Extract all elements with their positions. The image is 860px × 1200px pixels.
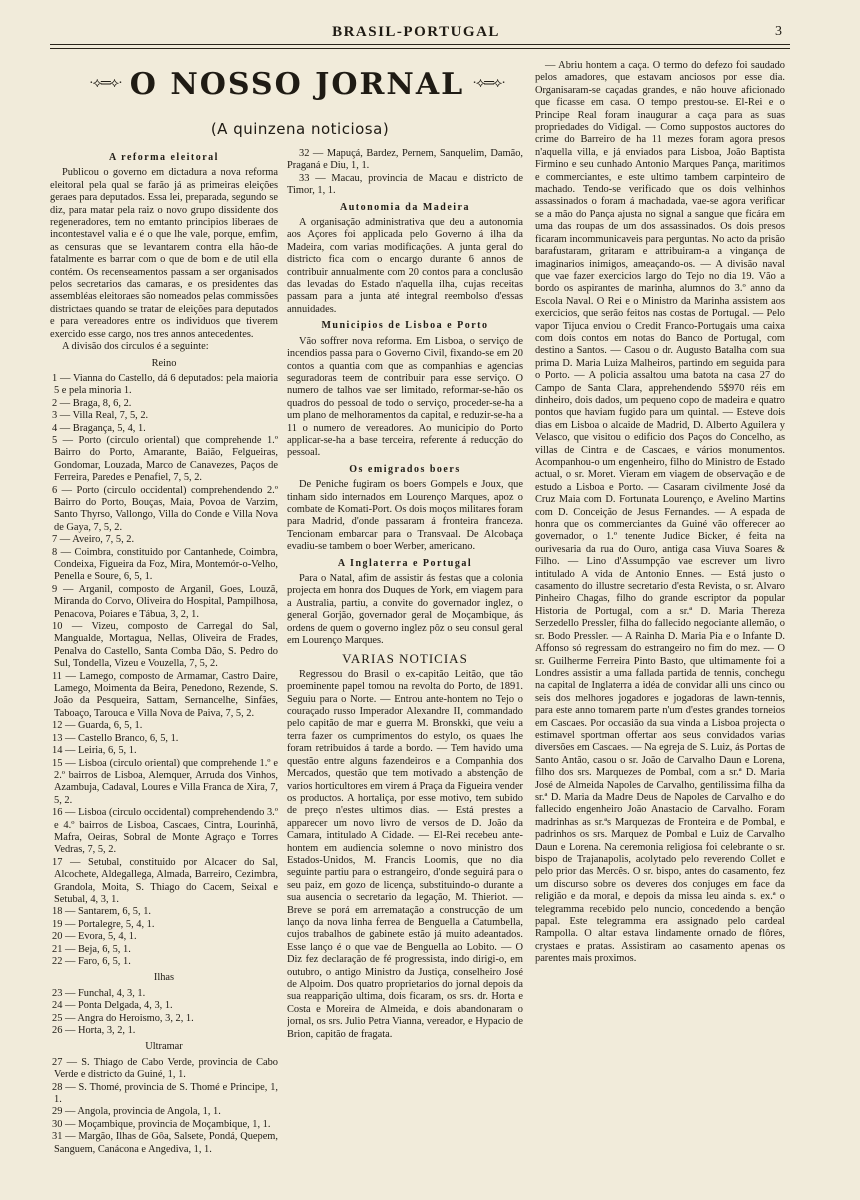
heading-ultramar: Ultramar (145, 1041, 183, 1053)
heading-ilhas: Ilhas (153, 972, 175, 984)
list-item: 5 — Porto (circulo oriental) que comprehende 1.º Bairro do Porto, Amarante, Baião, Felgueiras, Gondomar, Louzada, Marco de Canavezes, Paços de Ferreira, Paredes e Penafiel, 7, 5, 2. (52, 434, 278, 484)
list-item: 30 — Moçambique, provincia de Moçambique, 1, 1. (52, 1118, 271, 1130)
publication-title: BRASIL-PORTUGAL (332, 24, 500, 40)
masthead-title: O NOSSO JORNAL (129, 66, 465, 102)
list-item: 24 — Ponta Delgada, 4, 3, 1. (52, 1000, 173, 1012)
running-header (50, 24, 782, 42)
reino-list (50, 373, 278, 969)
article-inglaterra: Para o Natal, afim de assistir ás festas que a colonia projecta em honra dos Duques de York, em viagem para a Australia, partiu, a convite do governador inglez, o general Gorjão, governador geral de Moçambique, ás ordens de quem o governo inglez pôz o seu consul geral em Lourenço Marques. (287, 573, 523, 647)
list-item: 6 — Porto (circulo occidental) comprehendendo 2.º Bairro do Porto, Bouças, Maia, Povoa de Varzim, Santo Thyrso, Vallongo, Villa do Conde e Villa Nova de Gaya, 7, 5, 2. (52, 484, 278, 533)
list-item: 14 — Leiria, 6, 5, 1. (52, 745, 137, 757)
article-madeira: A organisação administrativa que deu a autonomia aos Açores foi applicada pelo Governo á ilha da Madeira, com varias modificações. A junta geral do districto fica com o encargo durante 6 annos de contribuir annualmente com 20 contos para a conclusão das levadas do Estado n'aquella ilha, cujas receitas passam para a junta até integral reembolso d'essas annuidades. (287, 217, 523, 315)
list-item: 22 — Faro, 6, 5, 1. (52, 956, 131, 967)
list-item: 8 — Coimbra, constituido por Cantanhede, Coimbra, Condeixa, Figueira da Foz, Mira, Montemór-o-Velho, Penella e Soure, 6, 5, 1. (52, 546, 278, 583)
heading-varias: VARIAS NOTICIAS (342, 651, 468, 667)
heading-madeira: Autonomia da Madeira (340, 201, 470, 213)
divisao-intro: A divisão dos circulos é a seguinte: (62, 341, 209, 353)
column-1 (50, 148, 278, 1188)
list-item: 17 — Setubal, constituido por Alcacer do Sal, Alcochete, Aldegallega, Almada, Barreiro, Cezimbra, Grandola, Moita, S. Thiago do Cacem, Seixal e Setubal, 4, 3, 1. (52, 856, 278, 905)
article-varias: Regressou do Brasil o ex-capitão Leitão, que tão proeminente papel tomou na revolta do Porto, de 1891. Seguiu para o Norte. — Entrou ante-hontem no Tejo o couraçado russo Imperador Alexandre II, commandado pelo capitão de mar e guerra M. Bronskki, que veiu a terra fazer os cumprimentos do estylo, os quaes lhe foram retribuidos á tarde a bordo. — Tem havido uma questão entre alguns fazendeiros e a Companhia dos Mercados, questão que tem motivado a abstenção de varios horticultores em virem á Praça da Figueira vender os productos. A hortaliça, por esse motivo, tem subido de preço n'estes ultimos dias. — Está prestes a apparecer um novo livro de versos de D. João da Camara, intitulado A Cidade. — El-Rei recebeu ante-hontem em audiencia solemne o novo ministro dos Estados-Unidos, M. Francis Loomis, que no dia seguinte partiu para o estrangeiro, d'onde seguirá para o seu paiz, em gozo de licença, substituindo-o durante a sua ausencia o secretario da legação, M. Thieriot. — Breve se porá em arrematação a construcção de um lanço da nova linha ferrea de Benguella a Catumbella, cujos trabalhos de gabinete estão já muito adeantados. Esse lanço é o que vae de Benguella ao Lobito. — O Diz fez declaração de fé progressista, indo dirigi-o, em outubro, o antigo Ministro da Justiça, conselheiro José de Alpoim. Dos quatro proprietarios do jornal depois da sua reapparição ultima, dois ficaram, os srs. dr. Horta e Costa e Moreira de Almeida, e dois abandonaram o jornal, os srs. Julio Petra Vianna, vereador, e Hypacio de Brion, capitão de fragata. (287, 668, 523, 1040)
list-item: 27 — S. Thiago de Cabo Verde, provincia de Cabo Verde e districto da Guiné, 1, 1. (52, 1056, 278, 1081)
column-2 (287, 148, 523, 1188)
list-continuation: 32 — Mapuçá, Bardez, Pernem, Sanquelim, Damão, Praganá e Diu, 1, 1. (287, 148, 523, 172)
article-reforma: Publicou o governo em dictadura a nova reforma eleitoral pela qual se farão já as primeiras eleições geraes para deputados. Essa lei, preparada, segundo se diz, para matar pela raiz o novo grupo dissidente dos regeneradores, tem no emtanto principios liberaes de incontestavel valia e é o que lhe vale, porque, emfim, as censuras que se levantarem contra ella hão-de fatalmente es barrar com o que de bom e de util ella contém. Os recenseamentos passam a ser organisados pelos secretarios das camaras, e os presidentes das assembléas eleitoraes são nomeados pelas commissões districtaes quando se tratar de eleições para deputados e para vereadores entre os individuos que tiverem exercido esse cargo, nos tres annos antecedentes. (50, 167, 278, 340)
ornament-left-icon: ·⟡═⟡· (89, 76, 122, 91)
heading-reforma: A reforma eleitoral (109, 152, 219, 163)
header-rule (50, 44, 790, 45)
list-item: 23 — Funchal, 4, 3, 1. (52, 987, 146, 999)
heading-reino: Reino (151, 357, 177, 369)
list-item: 2 — Braga, 8, 6, 2. (52, 397, 132, 409)
list-continuation: 33 — Macau, provincia de Macau e districto de Timor, 1, 1. (287, 172, 523, 197)
list-item: 1 — Vianna do Castello, dá 6 deputados: pela maioria 5 e pela minoria 1. (52, 372, 278, 397)
list-item: 31 — Margão, Ilhas de Gôa, Salsete, Pondá, Quepem, Sanguem, Canácona e Angediva, 1, 1. (52, 1131, 278, 1155)
heading-inglaterra: A Inglaterra e Portugal (337, 557, 473, 569)
list-item: 9 — Arganil, composto de Arganil, Goes, Louzã, Miranda do Corvo, Oliveira do Hospital, Pampilhosa, Penacova, Poiares e Tábua, 3, 2, 1. (52, 583, 278, 620)
list-item: 29 — Angola, provincia de Angola, 1, 1. (52, 1106, 221, 1118)
article-noticias: — Abriu hontem a caça. O termo do defezo foi saudado pelos amadores, que estavam anciosos por esse dia. Organisaram-se caçadas grandes, e não houve aficionado que ficasse em casa. O tempo prestou-se. El-Rei e o Principe Real foram inaugurar a caça para as suas propriedades do Vidigal. — Como suppostos auctores do crime do Barreiro de ha 11 mezes foram agora presos n'aquella villa, e já enviados para Lisboa, João Baptista Firmino e seu cunhado Antonio Marques Pança, maritimos e commerciantes, e este ultimo tambem carpinteiro de machado. Tendo-se verificado que os dois velhinhos assassinados o foram á machadada, vae-se agora verificar se a mão do Pança ajusta no signal a sangue que ficára em uma das roupas de um dos assassinados. Os dois presos ficaram incommunicaveis para perguntas. No acto da prisão barafustaram, gritaram e attribuiram-a a vingança de imaginarios inimigos, ameaçando-os. — A divisão naval que vae fazer exercicios largo do Tejo no dia 19. Vão a bordo os aspirantes de marinha, alumnos do 3.º anno da Escola Naval. O Rei e o Ministro da Marinha assistem aos exercicios, que serão feitos nas costas de Portugal. — Pelo vapor Tijuca enviou o Credit Franco-Portugais uma caixa com dois contos em notas do Banco de Portugal, com destino a Santos. — Casou o dr. Augusto Batalha com sua prima D. Maria Luiza Malheiros, partindo em seguida para o Porto. — A policia assaltou uma batota na casa 27 do Campo de Santa Clara, apprehendendo 5$970 réis em dinheiro, dois dados, um pequeno copo de madeira e quatro pontos que haviam fugido para um quintal. — Esteve dois dias em Lisboa o alcaide de Madrid, D. Alberto Aguilera y Velasco, que visitou o edificio dos Paços do Concelho, as villas de Cintra e de Cascaes, e vários monumentos. Acompanhou-o um engenheiro, filho do Ministro de Estado actual, o sr. Moret. Vieram em viagem de observação e de estudo a Lisboa e Porto. — Casaram civilmente José da Cruz Maia com D. Fortunata Lourenço, e Avelino Martins com D. Conceição de Jesus Fernandes. — A espada de honra que os commerciantes da Guiné vão offerecer ao governador, o 1.º tenente Judice Bicker, é feita na ourivesaria da rua do Ouro, antiga casa Viuva Soares & Filho. — Lino d'Assumpção vae escrever um livro intitulado A vida de Antonio Ennes. — Está justo o casamento do illustre secretario d'esta Revista, o sr. Alvaro Pinheiro Chagas, filho do grande escriptor da popular Historia de Portugal, com a sr.ª D. Maria Thereza Serzedello Pressler, filha do fallecido negociante allemão, o sr. Bodo Pressler. — A Rainha D. Maria Pia e o Infante D. Affonso só regressam do estrangeiro no fim do mez. — O sr. Guilherme Ferreira Pinto Basto, que ultimamente foi a Londres assistir a uma fallada partida de tennis, conchegu na capital de Inglaterra a idéa de convidar alli uns cinco ou seis dos melhores jogadores e jogadoras de lawn-tennis, para este anno tomarem parte n'um d'estes grandes torneios em Cascaes. Por occasião da sua vinda a Lisboa projecta o estimavel sportman offertar aos seus convidados varias diversões em Cascaes. — Na egreja de S. Luiz, ás Portas de Santo Antão, casou o sr. João de Carvalho Daun e Lorena, filho dos srs. Marquezes de Pombal, com a sr.ª D. Maria José de Almeida Napoles de Carvalho, gentilissima filha da sr.ª D. Maria da Madre Deus de Napoles de Carvalho e do fallecido engenheiro João Anastacio de Carvalho. Foram madrinhas as sr.ªs Marquezas de Fronteira e de Pombal, e padrinhos os srs. Marquez de Pombal e Luiz de Carvalho Daun e Lorena. Na ceremonia religiosa foi celebrante o sr. bispo de Trajanapolis, acolytado pelo reverendo Collet e pelo prior das Mercês. O sr. bispo, antes do casamento, fez um discurso sobre os deveres dos conjuges em face da religião e da moral, e depois da missa leu ainda s. ex.ª o telegramma recebido pelo nuncio, concedendo a benção papal. Este telegramma era assignado pelo cardeal Rampolla. O altar estava lindamente ornado de flôres, crystaes e pratas. Assistiram ao casamento apenas os parentes mais proximos. (535, 60, 785, 965)
list-item: 3 — Villa Real, 7, 5, 2. (52, 410, 149, 422)
list-item: 10 — Vizeu, composto de Carregal do Sal, Mangualde, Mortagua, Nellas, Oliveira de Frades, Penalva do Castello, Santa Comba Dão, S. Pedro do Sul, Tondella, Vizeu e Vouzella, 7, 5, 2. (52, 621, 278, 670)
heading-emigrados: Os emigrados boers (349, 463, 461, 475)
page-number: 3 (775, 24, 782, 39)
list-item: 12 — Guarda, 6, 5, 1. (52, 720, 143, 732)
list-item: 15 — Lisboa (circulo oriental) que comprehende 1.º e 2.º bairros de Lisboa, Alemquer, Arruda dos Vinhos, Azambuja, Cadaval, Loures e Villa Franca de Xira, 7, 5, 2. (52, 757, 278, 806)
ornament-right-icon: ·⟡═⟡· (472, 76, 505, 91)
ilhas-list (50, 988, 278, 1038)
list-item: 25 — Angra do Heroismo, 3, 2, 1. (52, 1012, 194, 1024)
ultramar-list (50, 1057, 278, 1156)
list-item: 11 — Lamego, composto de Armamar, Castro Daire, Lamego, Moimenta da Beira, Penedono, Rezende, S. João da Pesqueira, Sattam, Sernancelhe, Sinfães, Taboaço, Tarouca e Villa Nova de Paiva, 7, 5, 2. (52, 670, 278, 719)
list-item: 13 — Castello Branco, 6, 5, 1. (52, 732, 179, 744)
list-item: 21 — Beja, 6, 5, 1. (52, 943, 131, 955)
section-subheading: (A quinzena noticiosa) (210, 120, 390, 138)
list-item: 7 — Aveiro, 7, 5, 2. (52, 534, 135, 546)
list-item: 28 — S. Thomé, provincia de S. Thomé e Principe, 1, 1. (52, 1081, 278, 1106)
heading-municipios: Municipios de Lisboa e Porto (321, 320, 489, 332)
list-item: 19 — Portalegre, 5, 4, 1. (52, 918, 155, 930)
list-item: 16 — Lisboa (circulo occidental) comprehendendo 3.º e 4.º bairros de Lisboa, Cascaes, Cintra, Lourinhã, Mafra, Oeiras, Sobral de Monte Agraço e Torres Vedras, 7, 5, 2. (52, 807, 278, 856)
list-item: 20 — Evora, 5, 4, 1. (52, 931, 137, 943)
header-rule-thin (50, 48, 790, 49)
article-municipios: Vão soffrer nova reforma. Em Lisboa, o serviço de incendios passa para o Governo Civil, fixando-se em 20 contos a quantia com que as companhias e agencias seguradoras teem de contribuir para esse serviço. O numero de talhos vae ser limitado, reformar-se-hão os quadros do pessoal de todo o serviço, proceder-se-ha a um plano de melhoramentos da capital, e reduzir-se-ha a 11 o numero de vereadores. Ao municipio do Porto applicar-se-ha a base terceira, referente á reducção do pessoal. (287, 335, 523, 459)
column-3 (535, 60, 785, 1180)
list-item: 26 — Horta, 3, 2, 1. (52, 1025, 136, 1037)
list-item: 18 — Santarem, 6, 5, 1. (52, 906, 151, 918)
article-emigrados: De Peniche fugiram os boers Gompels e Joux, que tinham sido internados em Lourenço Marques, apoz o combate de Komati-Port. Os dois moços militares foram para Madrid, d'onde passaram á fronteira franceza. Tencionam embarcar para o Transvaal. De Alcobaça evadiu-se tambem o boer Werber, americano. (287, 479, 523, 553)
section-masthead (62, 68, 532, 100)
list-item: 4 — Bragança, 5, 4, 1. (52, 422, 146, 434)
